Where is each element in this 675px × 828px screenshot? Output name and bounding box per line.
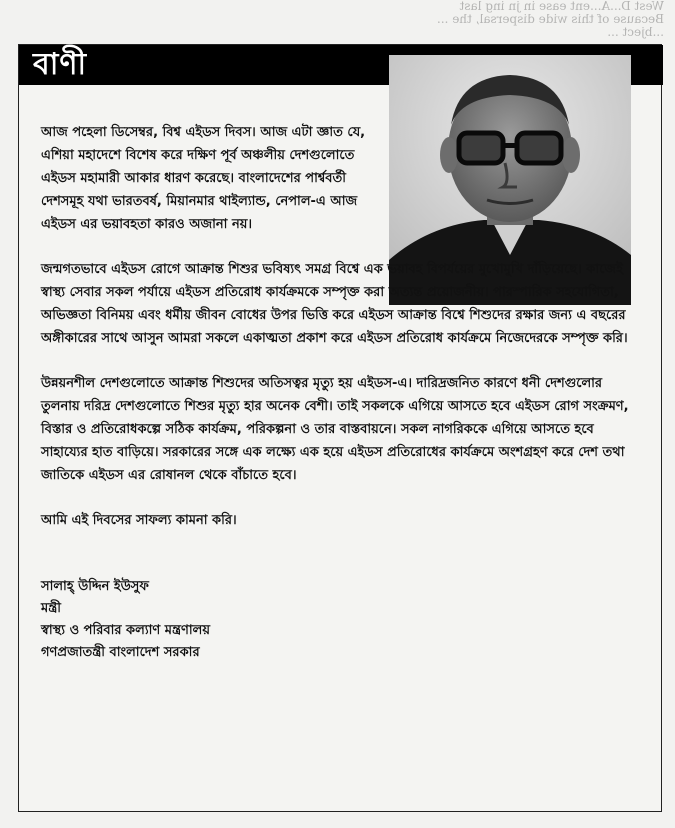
message-paragraph-1: আজ পহেলা ডিসেম্বর, বিশ্ব এইডস দিবস। আজ এটা জ্ঞাত যে, এশিয়া মহাদেশে বিশেষ করে দক্ষিণ পূর্ব অঞ্চলীয় দেশগুলোতে এইডস মহামারী আকার ধারণ করেছে। বাংলাদেশের পার্শ্ববর্তী দেশসমূহ যথা ভারতবর্ষ, মিয়ানমার থাইল্যান্ড, নেপাল-এ আজ এইডস এর ভয়াবহতা কারও অজানা নয়।	[41, 125, 366, 232]
message-paragraph-2: জন্মগতভাবে এইডস রোগে আক্রান্ত শিশুর ভবিষ্যৎ সমগ্র বিশ্বে এক ভয়াবহ বিপর্যয়ের মুখোমুখি দাঁড়িয়েছে। কাজেই স্বাস্থ্য সেবার সকল পর্যায়ে এইডস প্রতিরোধ কার্যক্রমকে সম্পৃক্ত করা অত্যন্ত প্রয়োজনীয়। পারস্পারিক সহযোগিতা, অভিজ্ঞতা বিনিময় এবং ধর্মীয় জীবন বোধের উপর ভিত্তি করে এইডস আক্রান্ত বিশ্বে শিশুদের রক্ষার জন্য এ বছরের অঙ্গীকারের সাথে আসুন আমরা সকলে একাত্মতা প্রকাশ করে এইডস প্রতিরোধ কার্যক্রমে নিজেদেরকে সম্পৃক্ত করি।	[41, 262, 628, 346]
signatory-name: সালাহ্‌ উদ্দিন ইউসুফ	[41, 579, 149, 594]
signatory-ministry: স্বাস্থ্য ও পরিবার কল্যাণ মন্ত্রণালয়	[41, 623, 210, 638]
signatory-designation: মন্ত্রী	[41, 601, 61, 616]
message-frame	[18, 44, 662, 812]
signature-block	[41, 576, 641, 664]
page-title: বাণী	[33, 47, 88, 82]
bleed-line: ...bject ...	[607, 25, 664, 39]
message-paragraph-3: উন্নয়নশীল দেশগুলোতে আক্রান্ত শিশুদের অতিসত্বর মৃত্যু হয় এইডস-এ। দারিদ্রজনিত কারণে ধনী দেশগুলোর তুলনায় দরিদ্র দেশগুলোতে শিশুর মৃত্যু হার অনেক বেশী। তাই সকলকে এগিয়ে আসতে হবে এইডস রোগ সংক্রমণ, বিস্তার ও প্রতিরোধকল্পে সঠিক কার্যক্রম, পরিকল্পনা ও তার বাস্তবায়নে। সকল নাগরিককে এগিয়ে আসতে হবে সাহায্যের হাত বাড়িয়ে। সরকারের সঙ্গে এক লক্ষ্যে এক হয়ে এইডস প্রতিরোধের কার্যক্রমে অংশগ্রহণ করে দেশ তথা জাতিকে এইডস এর রোষানল থেকে বাঁচাতে হবে।	[41, 376, 629, 483]
bleed-through-text	[24, 0, 664, 44]
bleed-line: West D...A...ent ease in jn ing last	[459, 0, 664, 13]
bleed-line: Because of this wide dispersal, the ...	[436, 12, 664, 26]
message-body	[41, 121, 641, 664]
signatory-government: গণপ্রজাতন্ত্রী বাংলাদেশ সরকার	[41, 645, 200, 660]
message-paragraph-4: আমি এই দিবসের সাফল্য কামনা করি।	[41, 513, 237, 528]
